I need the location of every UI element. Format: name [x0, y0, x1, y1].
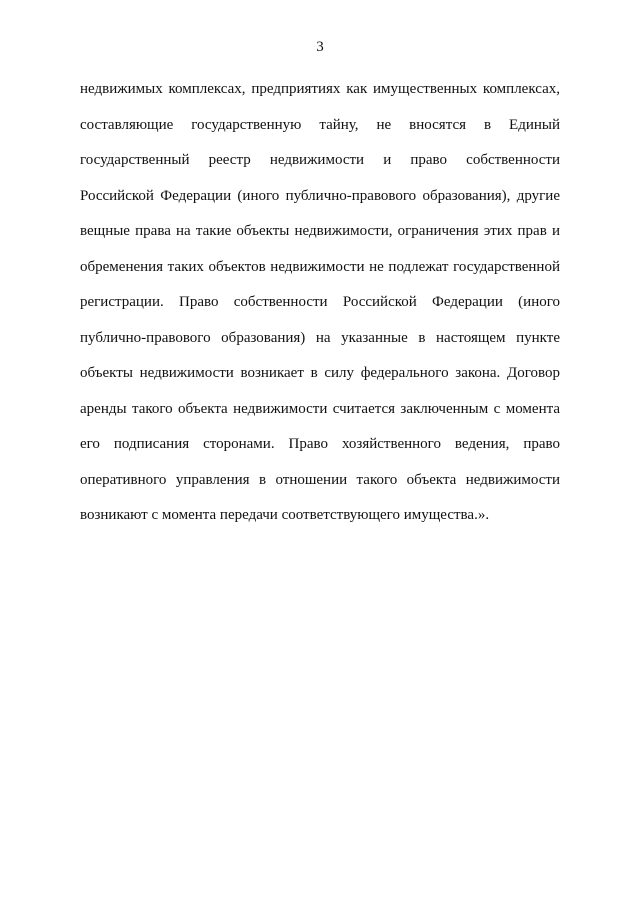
- text-line: составляющие государственную тайну, не вносятся в Единый: [80, 116, 560, 133]
- page-number: 3: [316, 39, 324, 55]
- text-line: его подписания сторонами. Право хозяйственного ведения, право: [80, 436, 560, 452]
- text-line: обременения таких объектов недвижимости не подлежат государственной: [80, 258, 560, 275]
- text-line: публично-правового образования) на указанные в настоящем пункте: [80, 329, 560, 346]
- text-line: возникают с момента передачи соответствующего имущества.».: [80, 507, 490, 523]
- body-text: [80, 72, 560, 534]
- text-line: Российской Федерации (иного публично-правового образования), другие: [80, 187, 560, 204]
- text-line: недвижимых комплексах, предприятиях как имущественных комплексах,: [80, 81, 560, 97]
- text-line: объекты недвижимости возникает в силу федерального закона. Договор: [80, 365, 560, 381]
- text-line: аренды такого объекта недвижимости считается заключенным с момента: [80, 400, 560, 417]
- text-line: регистрации. Право собственности Российской Федерации (иного: [80, 294, 560, 310]
- text-line: государственный реестр недвижимости и право собственности: [80, 152, 560, 168]
- text-line: вещные права на такие объекты недвижимости, ограничения этих прав и: [80, 223, 560, 239]
- text-line: оперативного управления в отношении такого объекта недвижимости: [80, 471, 560, 488]
